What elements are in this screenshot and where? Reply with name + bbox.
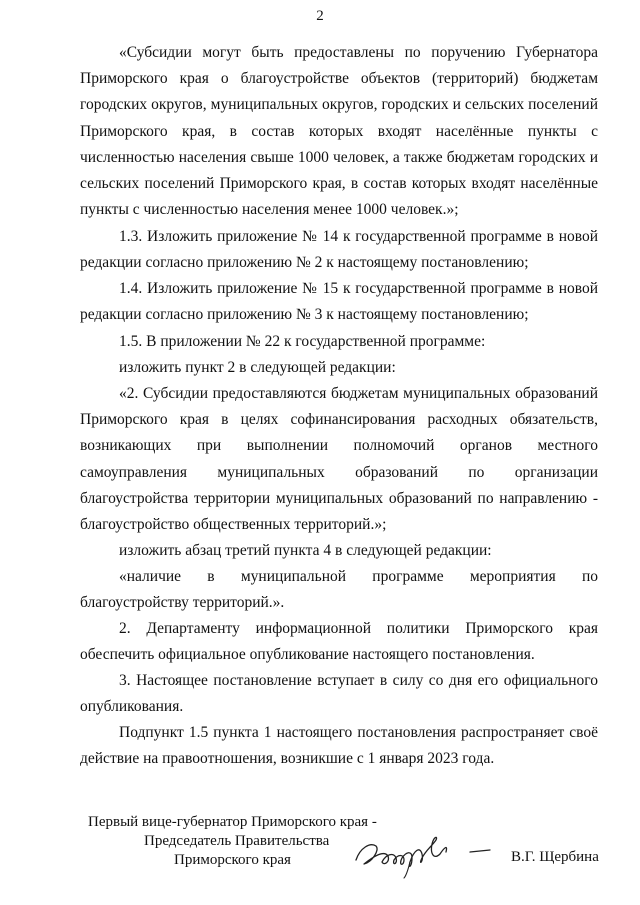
paragraph-point-2-intro: изложить пункт 2 в следующей редакции: [119, 359, 396, 376]
paragraph-abzac-intro: изложить абзац третий пункта 4 в следующей редакции: [119, 542, 492, 559]
paragraph-1-4: 1.4. Изложить приложение № 15 к государственной программе в новой редакции согласно приложению № 3 к настоящему постановлению; [80, 280, 598, 324]
page-number: 2 [316, 8, 324, 24]
paragraph-quote-subsidies: «Субсидии могут быть предоставлены по поручению Губернатора Приморского края о благоустройстве объектов (территорий) бюджетам городских округов, муниципальных округов, городских и сельских поселений Приморского края, в состав которых входят населённые пункты с численностью населения свыше 1000 человек, а также бюджетам городских и сельских поселений Приморского края, в состав которых входят населённые пункты с численностью населения менее 1000 человек.»; [80, 44, 598, 219]
paragraph-quote-presence: «наличие в муниципальной программе мероприятия по благоустройству территорий.». [80, 568, 598, 612]
paragraph-1-3: 1.3. Изложить приложение № 14 к государственной программе в новой редакции согласно приложению № 2 к настоящему постановлению; [80, 228, 598, 272]
paragraph-1-5: 1.5. В приложении № 22 к государственной программе: [119, 333, 486, 350]
handwritten-signature [350, 826, 500, 880]
paragraph-2: 2. Департаменту информационной политики Приморского края обеспечить официальное опубликование настоящего постановления. [80, 620, 598, 664]
paragraph-subpoint: Подпункт 1.5 пункта 1 настоящего постановления распространяет своё действие на правоотношения, возникшие с 1 января 2023 года. [80, 724, 598, 768]
paragraph-3: 3. Настоящее постановление вступает в силу со дня его официального опубликования. [80, 672, 598, 716]
paragraph-quote-point-2: «2. Субсидии предоставляются бюджетам муниципальных образований Приморского края в целях софинансирования расходных обязательств, возникающих при выполнении полномочий органов местного самоуправления муниципальных образований по организации благоустройства территории муниципальных образований по направлению - благоустройство общественных территорий.»; [80, 385, 598, 534]
signatory-title-line-3: Приморского края [174, 852, 291, 868]
signer-name: В.Г. Щербина [511, 849, 599, 865]
signatory-title-line-2: Председатель Правительства [144, 833, 330, 849]
signatory-title-line-1: Первый вице-губернатор Приморского края - [88, 814, 377, 830]
